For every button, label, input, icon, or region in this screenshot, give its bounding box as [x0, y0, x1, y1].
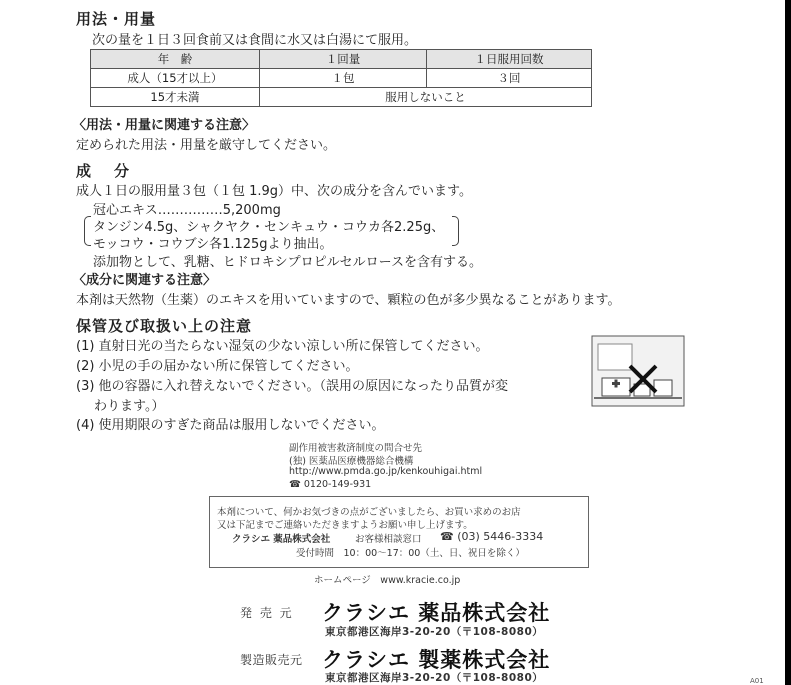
homepage-url: ホームページ www.kracie.co.jp	[314, 575, 461, 586]
manufacturer-address: 東京都港区海岸3-20-20（〒108-8080）	[325, 672, 544, 684]
ingredients-heading: 成 分	[76, 162, 134, 180]
header-single-dose: １回量	[260, 50, 427, 69]
ingredients-intro: 成人１日の服用量３包（１包 1.9g）中、次の成分を含んでいます。	[76, 184, 473, 199]
manufacturer-label: 製造販売元	[240, 653, 303, 667]
cell-times-adult: ３回	[427, 69, 592, 88]
no-container-transfer-icon	[590, 334, 686, 410]
corner-code: A01	[750, 677, 764, 685]
contact-desk: お客様相談窓口	[355, 534, 422, 545]
bracket-right	[452, 216, 459, 246]
usage-heading: 用法・用量	[76, 10, 157, 28]
header-age: 年 齢	[91, 50, 260, 69]
cell-child-note: 服用しないこと	[260, 88, 592, 107]
ingredients-extract: 冠心エキス……………5,200mg	[93, 203, 281, 218]
cell-dose-adult: １包	[260, 69, 427, 88]
ingredients-herbs-line2: モッコウ・コウブシ各1.125gより抽出。	[93, 237, 333, 252]
seller-address: 東京都港区海岸3-20-20（〒108-8080）	[325, 626, 544, 638]
storage-heading: 保管及び取扱い上の注意	[76, 317, 253, 335]
ingredients-related-text: 本剤は天然物（生薬）のエキスを用いていますので、顆粒の色が多少異なることがあります。	[76, 293, 621, 308]
table-row	[91, 69, 592, 88]
dosage-table	[90, 49, 592, 107]
table-header-row	[91, 50, 592, 69]
contact-hours: 受付時間 10：00～17：00（土、日、祝日を除く）	[296, 548, 525, 559]
relief-line2: (独) 医薬品医療機器総合機構	[289, 456, 414, 467]
relief-phone: ☎ 0120-149-931	[289, 479, 372, 490]
usage-related-text: 定められた用法・用量を厳守してください。	[76, 138, 337, 153]
cell-age-child: 15才未満	[91, 88, 260, 107]
right-edge-bar	[785, 0, 791, 685]
ingredients-related-heading: 〈成分に関連する注意〉	[73, 273, 217, 288]
seller-label: 発 売 元	[240, 606, 294, 620]
storage-item-1: (1) 直射日光の当たらない湿気の少ない涼しい所に保管してください。	[76, 339, 489, 354]
seller-name: クラシエ 薬品株式会社	[322, 601, 551, 625]
storage-item-4: (4) 使用期限のすぎた商品は服用しないでください。	[76, 418, 385, 433]
usage-intro: 次の量を１日３回食前又は食間に水又は白湯にて服用。	[92, 33, 418, 48]
contact-phone: ☎ (03) 5446-3334	[440, 530, 544, 543]
storage-item-3: (3) 他の容器に入れ替えないでください。（誤用の原因になったり品質が変	[76, 379, 509, 394]
storage-item-3-cont: わります。）	[94, 399, 165, 414]
relief-line1: 副作用被害救済制度の問合せ先	[289, 443, 423, 454]
cell-age-adult: 成人（15才以上）	[91, 69, 260, 88]
header-daily-times: １日服用回数	[427, 50, 592, 69]
contact-line2: 又は下記までご連絡いただきますようお願い申し上げます。	[217, 520, 473, 531]
contact-line1: 本剤について、何かお気づきの点がございましたら、お買い求めのお店	[217, 507, 521, 518]
ingredients-herbs-line1: タンジン4.5g、シャクヤク・センキュウ・コウカ各2.25g、	[93, 220, 445, 235]
bracket-left	[84, 216, 91, 246]
contact-company: クラシエ 薬品株式会社	[232, 534, 331, 545]
manufacturer-name: クラシエ 製薬株式会社	[322, 648, 551, 672]
relief-url: http://www.pmda.go.jp/kenkouhigai.html	[289, 466, 483, 477]
usage-related-heading: 〈用法・用量に関連する注意〉	[73, 118, 256, 133]
storage-item-2: (2) 小児の手の届かない所に保管してください。	[76, 359, 359, 374]
table-row	[91, 88, 592, 107]
ingredients-additives: 添加物として、乳糖、ヒドロキシプロピルセルロースを含有する。	[93, 255, 482, 270]
